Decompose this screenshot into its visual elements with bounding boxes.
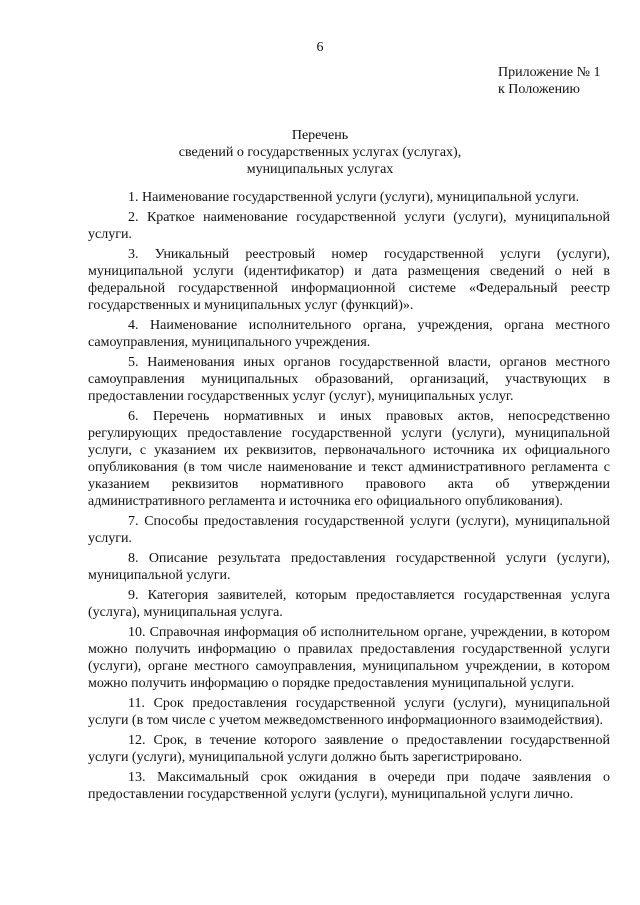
list-item-1: 1. Наименование государственной услуги (услуги), муниципальной услуги.	[128, 190, 580, 205]
list-item-3: 3. Уникальный реестровый номер государственной услуги (услуги), муниципальной услуги (идентификатор) и дата размещения сведений о ней в федеральной государственной информационной системе «Федеральный реестр государственных и муниципальных услуг (функций)».	[88, 247, 610, 313]
appendix-line-2: к Положению	[498, 82, 581, 97]
appendix-line-1: Приложение № 1	[498, 65, 601, 80]
list-item-10: 10. Справочная информация об исполнительном органе, учреждении, в котором можно получить информацию о правилах предоставления государственной услуги (услуги), органе местного самоуправления, муниципальном учреждении, в котором можно получить информацию о порядке предоставления муниципальной услуги.	[88, 625, 610, 691]
list-item-11: 11. Срок предоставления государственной услуги (услуги), муниципальной услуги (в том числе с учетом межведомственного информационного взаимодействия).	[88, 696, 610, 728]
list-item-9: 9. Категория заявителей, которым предоставляется государственная услуга (услуга), муниципальная услуга.	[88, 588, 610, 620]
list-item-12: 12. Срок, в течение которого заявление о предоставлении государственной услуги (услуги), муниципальной услуги должно быть зарегистрировано.	[88, 733, 610, 765]
list-item-6: 6. Перечень нормативных и иных правовых актов, непосредственно регулирующих предоставление государственной услуги (услуги), муниципальной услуги, с указанием их реквизитов, первоначального источника их официального опубликования (в том числе наименование и текст административного регламента с указанием реквизитов нормативного правового акта об утверждении административного регламента и источника его официального опубликования).	[88, 409, 610, 509]
list-item-4: 4. Наименование исполнительного органа, учреждения, органа местного самоуправления, муниципального учреждения.	[88, 318, 610, 350]
list-item-2: 2. Краткое наименование государственной услуги (услуги), муниципальной услуги.	[88, 210, 610, 242]
appendix-reference	[498, 64, 601, 98]
list-item-8: 8. Описание результата предоставления государственной услуги (услуги), муниципальной услуги.	[88, 551, 610, 583]
document-title	[0, 127, 640, 178]
document-body	[88, 189, 610, 806]
list-item-7: 7. Способы предоставления государственной услуги (услуги), муниципальной услуги.	[88, 514, 610, 546]
list-item-5: 5. Наименования иных органов государственной власти, органов местного самоуправления муниципальных образований, организаций, участвующих в предоставлении государственных услуг (услуг), муниципальных услуг.	[88, 355, 610, 404]
title-line-2: сведений о государственных услугах (услугах),	[178, 145, 462, 160]
page-number: 6	[316, 40, 324, 55]
list-item-13: 13. Максимальный срок ожидания в очереди при подаче заявления о предоставлении государственной услуги (услуги), муниципальной услуги лично.	[88, 770, 610, 802]
title-line-3: муниципальных услугах	[246, 162, 394, 177]
title-line-1: Перечень	[291, 128, 349, 143]
